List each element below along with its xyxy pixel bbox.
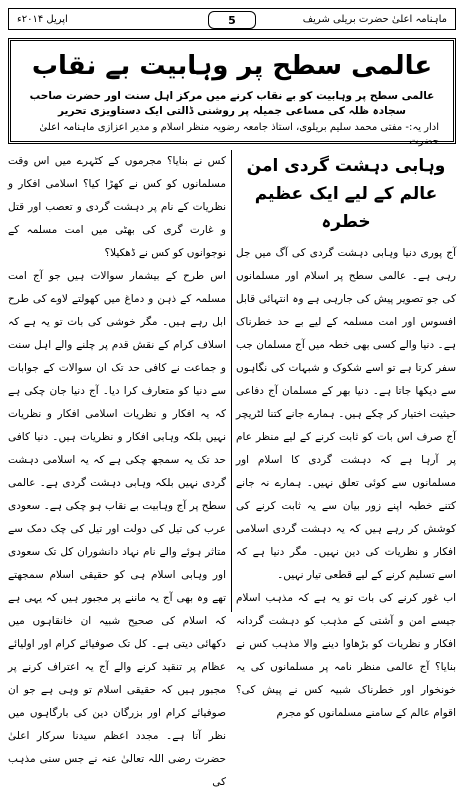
page-header xyxy=(8,8,456,30)
left-column xyxy=(8,150,226,788)
magazine-name: ماہنامہ اعلیٰ حضرت بریلی شریف xyxy=(302,13,447,25)
paragraph: اس طرح کے بیشمار سوالات ہیں جو آج امت مسلمہ کے ذہن و دماغ میں کھولتے لاوے کی طرح ابل رہے ہیں۔ مگر خوشی کی بات تو یہ ہے کہ اسلاف کرام کے نقش قدم پر چلنے والے اہل سنت و جماعت نے کافی حد تک ان سوالات کے جوابات سے دنیا کو متعارف کرا دیا۔ آج دنیا جان چکی ہے کہ یہ افکار و نظریات اسلامی افکار و نظریات نہیں بلکہ وہابی افکار و نظریات ہیں۔ دنیا کافی حد تک یہ سمجھ چکی ہے کہ یہ اسلامی دہشت گردی نہیں بلکہ وہابی دہشت گردی ہے۔ عالمی سطح پر آج وہابیت بے نقاب ہو چکی ہے۔ سعودی عرب کی تیل کی دولت اور تیل کی چک دمک سے متاثر ہوئے والے نام نہاد دانشوران کل تک سعودی اور وہابی اسلام ہی کو حقیقی اسلام سمجھتے تھے وہ بھی آج یہ ماننے پر مجبور ہیں کہ یہی ہے کہ اسلام کی صحیح شبیہ ان خانقاہوں میں دکھائی دیتی ہے۔ کل تک صوفیائے کرام اور اولیائے عظام پر تنقید کرنے والے آج یہ اعتراف کرنے پر مجبور ہیں کہ حقیقی اسلام تو وہی ہے جو ان صوفیائے کرام اور بزرگان دین کی بارگاہوں میں نظر آتا ہے۔ مجدد اعظم سیدنا سرکار اعلیٰ حضرت رضی اللہ تعالیٰ عنہ نے جس سنی مذہب کی xyxy=(8,270,226,788)
right-column xyxy=(236,150,456,719)
section-heading: وہابی دہشت گردی امن عالم کے لیے ایک عظیم خطرہ xyxy=(246,156,446,232)
paragraph: آج پوری دنیا وہابی دہشت گردی کی آگ میں جل رہی ہے۔ عالمی سطح پر اسلام اور مسلمانوں کی جو تصویر پیش کی جارہی ہے وہ انتہائی قابل افسوس اور امت مسلمہ کے لیے بے حد خطرناک ہے۔ دنیا والے کسی بھی خطہ میں آج مسلمان جب سفر کرتا ہے تو اسے شکوک و شبہات کی نگاہوں سے دیکھا جاتا ہے۔ دنیا بھر کے مسلمان آج دفاعی حیثیت اختیار کر چکے ہیں۔ ہمارے جانے کتنا لٹریچر آج صرف اس بات کو ثابت کرنے کے لیے منظر عام پر آرہا ہے کہ دہشت گردی کا اسلام اور مسلمانوں سے کوئی تعلق نہیں۔ ہمارے نہ جانے کتنے خطبہ اپنے زور بیان سے یہ ثابت کرنے کی کوشش کر رہے ہیں کہ یہ دہشت گردی اسلامی افکار و نظریات کی دین نہیں۔ مگر دنیا ہے کہ اسے تسلیم کرنے کے لیے قطعی تیار نہیں۔ xyxy=(236,247,456,581)
article-subtitle: عالمی سطح پر وہابیت کو بے نقاب کرنے میں مرکز اہل سنت اور حضرت صاحب سجادہ ظلہ کی مساعی جمیلہ پر روشنی ڈالتی ایک دستاویزی تحریر xyxy=(29,90,435,117)
issue-date: اپریل ۲۰۱۴ء xyxy=(17,13,68,25)
paragraph: اب غور کرنے کی بات تو یہ ہے کہ مذہب اسلام جیسے امن و آشتی کے مذہب کو دہشت گردانہ افکار و نظریات کو بڑھاوا دینے والا مذہب کس نے بنایا؟ آج عالمی منظر نامہ پر مسلمانوں کی یہ خونخوار اور خطرناک شبیہ کس نے پیش کی؟ اقوام عالم کے سامنے مسلمانوں کو مجرم xyxy=(236,592,456,719)
article-byline: ادار یہ:- مفتی محمد سلیم بریلوی، استاذ جامعہ رضویہ منظر اسلام و مدیر اعزازی ماہنامہ اعلیٰ حضرت xyxy=(39,122,439,147)
paragraph: کس نے بنایا؟ مجرموں کے کٹہرے میں اس وقت مسلمانوں کو کس نے کھڑا کیا؟ اسلامی افکار و نظریات کے نام پر دہشت گردی و تعصب اور قتل و غارت گری کی بھٹی میں امت مسلمہ کے نوجوانوں کو کس نے ڈھکیلا؟ xyxy=(8,155,226,259)
column-divider xyxy=(231,150,232,612)
article-title-box xyxy=(8,38,456,147)
page-number: 5 xyxy=(208,11,256,29)
article-title: عالمی سطح پر وہابیت بے نقاب xyxy=(31,51,433,81)
